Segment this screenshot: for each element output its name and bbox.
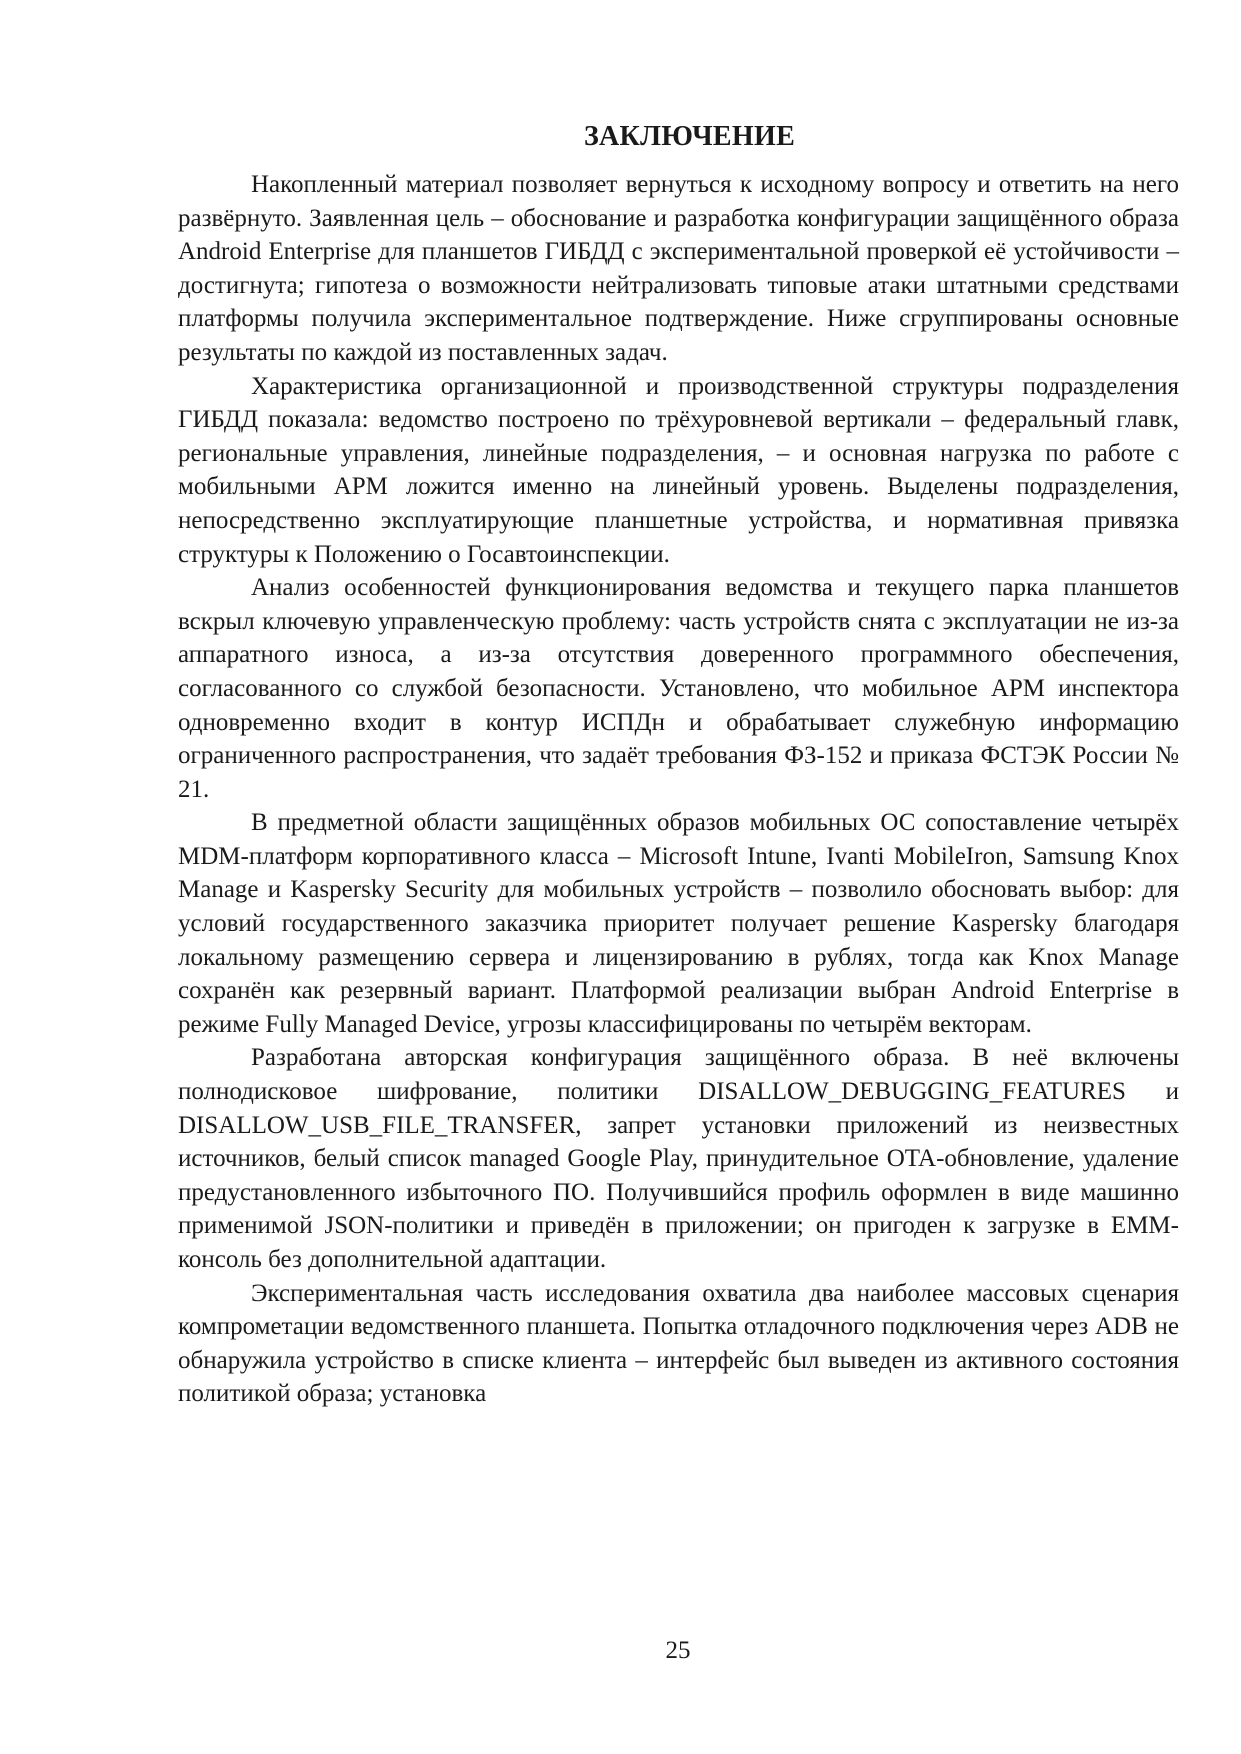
body-text	[178, 168, 1179, 1411]
paragraph-configuration: Разработана авторская конфигурация защищённого образа. В неё включены полнодисковое шифрование, политики DISALLOW_DEBUGGING_FEATURES и DISALLOW_USB_FILE_TRANSFER, запрет установки приложений из неизвестных источников, белый список managed Google Play, принудительное OTA-обновление, удаление предустановленного избыточного ПО. Получившийся профиль оформлен в виде машинно применимой JSON-политики и приведён в приложении; он пригоден к загрузке в EMM-консоль без дополнительной адаптации.	[178, 1044, 1179, 1273]
paragraph-experiment: Экспериментальная часть исследования охватила два наиболее массовых сценария компрометации ведомственного планшета. Попытка отладочного подключения через ADB не обнаружила устройство в списке клиента – интерфейс был выведен из активного состояния политикой образа; установка	[178, 1279, 1179, 1408]
paragraph-analysis: Анализ особенностей функционирования ведомства и текущего парка планшетов вскрыл ключевую управленческую проблему: часть устройств снята с эксплуатации не из-за аппаратного износа, а из-за отсутствия доверенного программного обеспечения, согласованного со службой безопасности. Установлено, что мобильное АРМ инспектора одновременно входит в контур ИСПДн и обрабатывает служебную информацию ограниченного распространения, что задаёт требования ФЗ-152 и приказа ФСТЭК России № 21.	[178, 574, 1179, 803]
paragraph-mdm-comparison: В предметной области защищённых образов мобильных ОС сопоставление четырёх MDM-платформ корпоративного класса – Microsoft Intune, Ivanti MobileIron, Samsung Knox Manage и Kaspersky Security для мобильных устройств – позволило обосновать выбор: для условий государственного заказчика приоритет получает решение Kaspersky благодаря локальному размещению сервера и лицензированию в рублях, тогда как Knox Manage сохранён как резервный вариант. Платформой реализации выбран Android Enterprise в режиме Fully Managed Device, угрозы классифицированы по четырём векторам.	[178, 809, 1179, 1038]
page-number: 25	[665, 1637, 691, 1664]
paragraph-goal-summary: Накопленный материал позволяет вернуться к исходному вопросу и ответить на него развёрнуто. Заявленная цель – обоснование и разработка конфигурации защищённого образа Android Enterprise для планшетов ГИБДД с экспериментальной проверкой её устойчивости – достигнута; гипотеза о возможности нейтрализовать типовые атаки штатными средствами платформы получила экспериментальное подтверждение. Ниже сгруппированы основные результаты по каждой из поставленных задач.	[178, 171, 1179, 366]
paragraph-structure: Характеристика организационной и производственной структуры подразделения ГИБДД показала: ведомство построено по трёхуровневой вертикали – федеральный главк, региональные управления, линейные подразделения, – и основная нагрузка по работе с мобильными АРМ ложится именно на линейный уровень. Выделены подразделения, непосредственно эксплуатирующие планшетные устройства, и нормативная привязка структуры к Положению о Госавтоинспекции.	[178, 372, 1179, 568]
page-title: ЗАКЛЮЧЕНИЕ	[583, 121, 796, 152]
